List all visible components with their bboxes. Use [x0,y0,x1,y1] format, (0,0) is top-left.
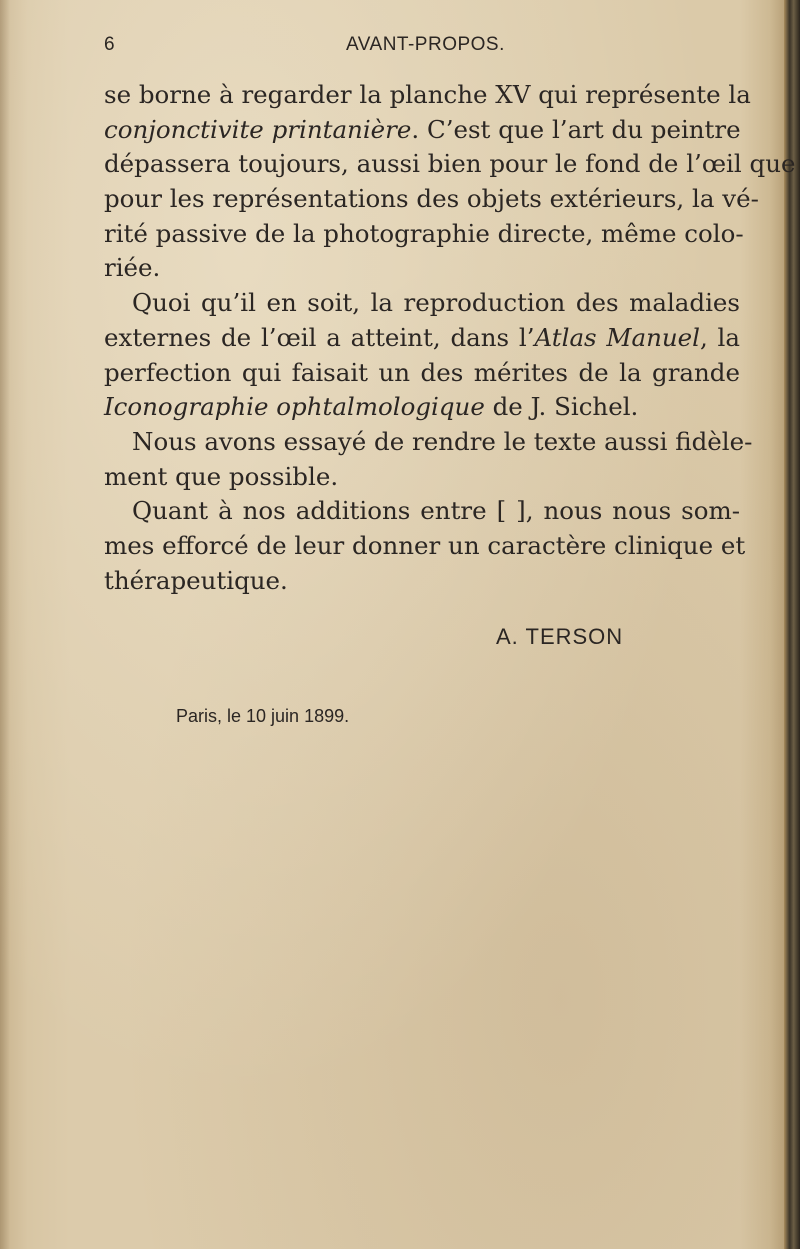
dateline: Paris, le 10 juin 1899. [176,706,350,726]
page-gutter-shadow [0,0,10,1249]
text-line: riée. [104,253,161,283]
text-line: conjonctivite printanière. C’est que l’art du peintre [104,114,741,144]
text-line: rité passive de la photographie directe, même colo- [104,218,744,248]
running-head [104,34,744,60]
text-line: perfection qui faisait un des mérites de la grande [104,357,740,387]
text-line: Quant à nos additions entre [ ], nous nous som- [132,496,740,526]
text-line: pour les représentations des objets extérieurs, la vé- [104,184,759,214]
text-line: Quoi qu’il en soit, la reproduction des maladies [132,288,740,318]
body-text [104,78,796,598]
text-line: dépassera toujours, aussi bien pour le fond de l’œil que [104,149,796,179]
page-edge [784,0,800,1249]
text-line: externes de l’œil a atteint, dans l’Atlas Manuel, la [104,322,740,352]
italic-phrase: Atlas Manuel [534,322,700,352]
text-line: Nous avons essayé de rendre le texte aussi fidèle- [132,426,753,456]
text-line: Iconographie ophtalmologique de J. Sichel. [104,392,639,422]
page-number: 6 [104,34,116,55]
text-line: se borne à regarder la planche XV qui représente la [104,80,751,109]
running-head-title: AVANT-PROPOS. [346,34,505,55]
text-line: thérapeutique. [104,565,288,595]
italic-phrase: Iconographie ophtalmologique [104,392,485,422]
text-line: mes efforcé de leur donner un caractère clinique et [104,530,746,560]
author-signature: A. TERSON [496,624,624,649]
text-line: ment que possible. [104,461,339,491]
italic-phrase: conjonctivite printanière [104,114,412,144]
